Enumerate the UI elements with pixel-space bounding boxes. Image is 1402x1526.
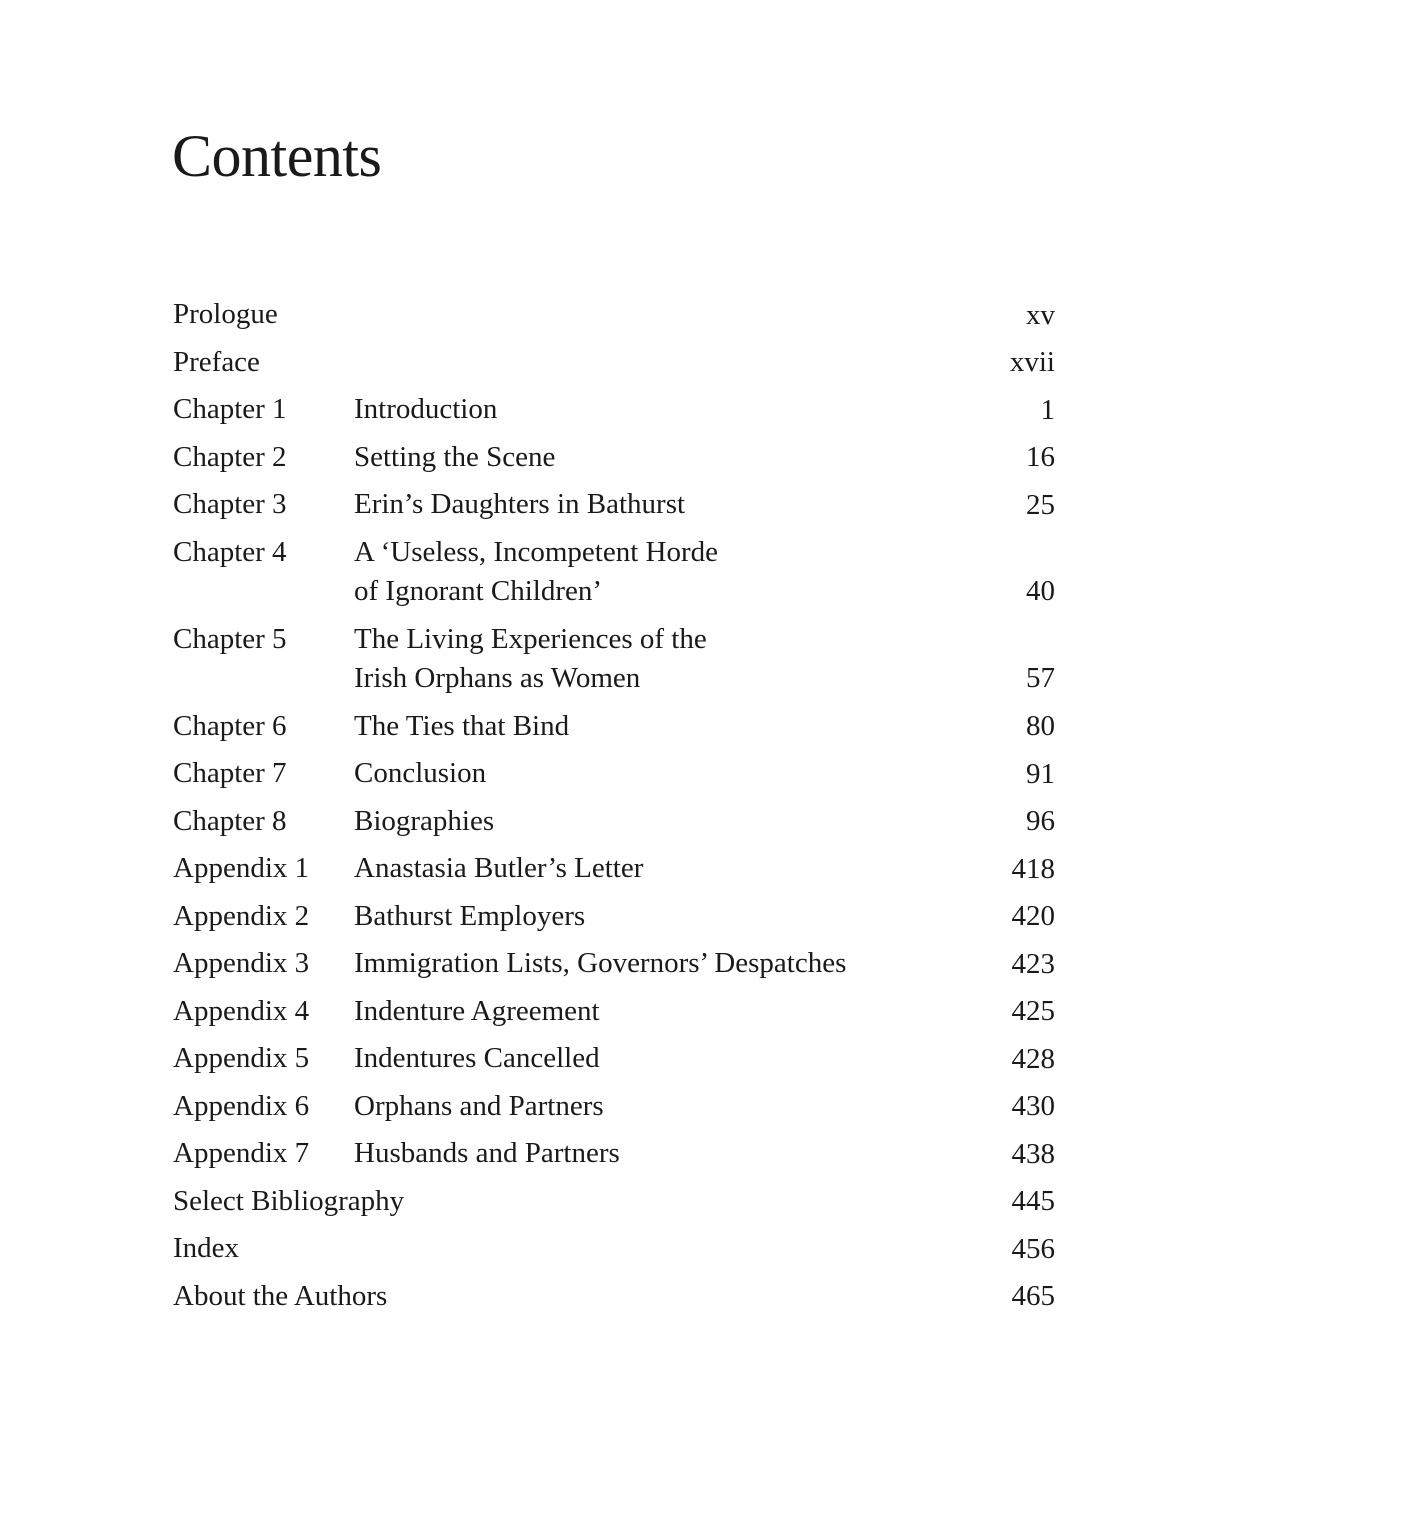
toc-entry-page: 456 (1011, 1232, 1055, 1265)
toc-entry-index[interactable] (173, 1228, 1055, 1276)
toc-entry-chapter-2[interactable] (173, 437, 1055, 485)
toc-entry-label: Appendix 2 (173, 899, 310, 932)
toc-entry-label: Chapter 5 (173, 622, 287, 655)
toc-entry-appendix-7[interactable] (173, 1133, 1055, 1181)
toc-entry-page: 425 (1011, 995, 1055, 1027)
page-title: Contents (172, 123, 382, 189)
toc-entry-page: 445 (1011, 1185, 1055, 1217)
toc-entry-title: Introduction (354, 393, 498, 425)
toc-entry-title: Bathurst Employers (354, 899, 586, 932)
toc-entry-page: xv (1026, 298, 1055, 331)
toc-entry-title-line-2: of Ignorant Children’ (354, 574, 603, 607)
toc-entry-label: Chapter 4 (173, 535, 287, 568)
toc-entry-page: 418 (1011, 852, 1055, 885)
toc-entry-chapter-3[interactable] (173, 484, 1055, 532)
toc-entry-page: 428 (1011, 1042, 1055, 1075)
toc-entry-appendix-1[interactable] (173, 848, 1055, 896)
toc-entry-title: Indenture Agreement (354, 994, 600, 1027)
toc-entry-label: Select Bibliography (173, 1184, 405, 1217)
toc-entry-page: 25 (1026, 488, 1055, 521)
toc-entry-appendix-2[interactable] (173, 896, 1055, 944)
toc-entry-chapter-5[interactable] (173, 619, 1055, 706)
toc-entry-title: Biographies (354, 804, 495, 837)
toc-entry-title-line-2: Irish Orphans as Women (354, 661, 641, 694)
toc-entry-page: 1 (1040, 393, 1055, 426)
toc-entry-preface[interactable] (173, 342, 1055, 390)
toc-entry-label: About the Authors (173, 1279, 388, 1312)
toc-entry-title-line-1: A ‘Useless, Incompetent Horde (354, 535, 719, 568)
toc-entry-title: Husbands and Partners (354, 1137, 620, 1169)
toc-entry-chapter-1[interactable] (173, 389, 1055, 437)
toc-entry-label: Chapter 1 (173, 393, 287, 425)
toc-entry-title: Erin’s Daughters in Bathurst (354, 488, 686, 520)
toc-entry-title: Anastasia Butler’s Letter (354, 852, 644, 884)
toc-entry-label: Appendix 7 (173, 1137, 310, 1169)
toc-entry-label: Chapter 6 (173, 709, 287, 742)
toc-entry-title-line-1: The Living Experiences of the (354, 622, 707, 655)
toc-entry-appendix-5[interactable] (173, 1038, 1055, 1086)
toc-entry-label: Chapter 2 (173, 440, 287, 473)
toc-entry-label: Appendix 4 (173, 994, 310, 1027)
table-of-contents (173, 294, 1055, 1323)
toc-entry-appendix-3[interactable] (173, 943, 1055, 991)
toc-entry-label: Chapter 7 (173, 757, 287, 789)
toc-entry-label: Preface (173, 345, 260, 378)
toc-entry-page: 16 (1026, 441, 1055, 473)
toc-entry-title: Indentures Cancelled (354, 1042, 600, 1074)
toc-entry-chapter-6[interactable] (173, 706, 1055, 754)
toc-entry-title: Orphans and Partners (354, 1089, 604, 1122)
toc-entry-appendix-6[interactable] (173, 1086, 1055, 1134)
toc-entry-chapter-4[interactable] (173, 532, 1055, 619)
toc-entry-title (354, 619, 707, 698)
toc-entry-label: Index (173, 1232, 240, 1264)
toc-entry-page: 96 (1026, 805, 1055, 837)
toc-entry-page: 57 (1026, 661, 1055, 694)
toc-entry-label: Chapter 3 (173, 488, 287, 520)
toc-entry-title: Conclusion (354, 757, 487, 789)
toc-entry-label: Appendix 3 (173, 947, 310, 979)
toc-entry-page: 438 (1011, 1137, 1055, 1170)
toc-entry-page: 80 (1026, 710, 1055, 742)
toc-entry-label: Chapter 8 (173, 804, 287, 837)
toc-entry-page: 465 (1011, 1280, 1055, 1312)
toc-entry-title (354, 532, 718, 611)
toc-entry-label: Appendix 5 (173, 1042, 310, 1074)
toc-entry-label: Prologue (173, 298, 278, 330)
toc-entry-page: 430 (1011, 1090, 1055, 1122)
toc-entry-title: The Ties that Bind (354, 709, 570, 742)
toc-entry-page: 420 (1011, 900, 1055, 932)
toc-entry-title: Setting the Scene (354, 440, 556, 473)
toc-entry-appendix-4[interactable] (173, 991, 1055, 1039)
toc-entry-label: Appendix 1 (173, 852, 310, 884)
toc-entry-page: xvii (1009, 346, 1055, 378)
toc-entry-about-the-authors[interactable] (173, 1276, 1055, 1324)
toc-entry-select-bibliography[interactable] (173, 1181, 1055, 1229)
toc-entry-title: Immigration Lists, Governors’ Despatches (354, 947, 847, 979)
toc-entry-page: 423 (1011, 947, 1055, 980)
toc-entry-label: Appendix 6 (173, 1089, 310, 1122)
toc-entry-page: 40 (1026, 574, 1055, 607)
toc-entry-page: 91 (1026, 757, 1055, 790)
toc-entry-prologue[interactable] (173, 294, 1055, 342)
toc-entry-chapter-7[interactable] (173, 753, 1055, 801)
toc-entry-chapter-8[interactable] (173, 801, 1055, 849)
